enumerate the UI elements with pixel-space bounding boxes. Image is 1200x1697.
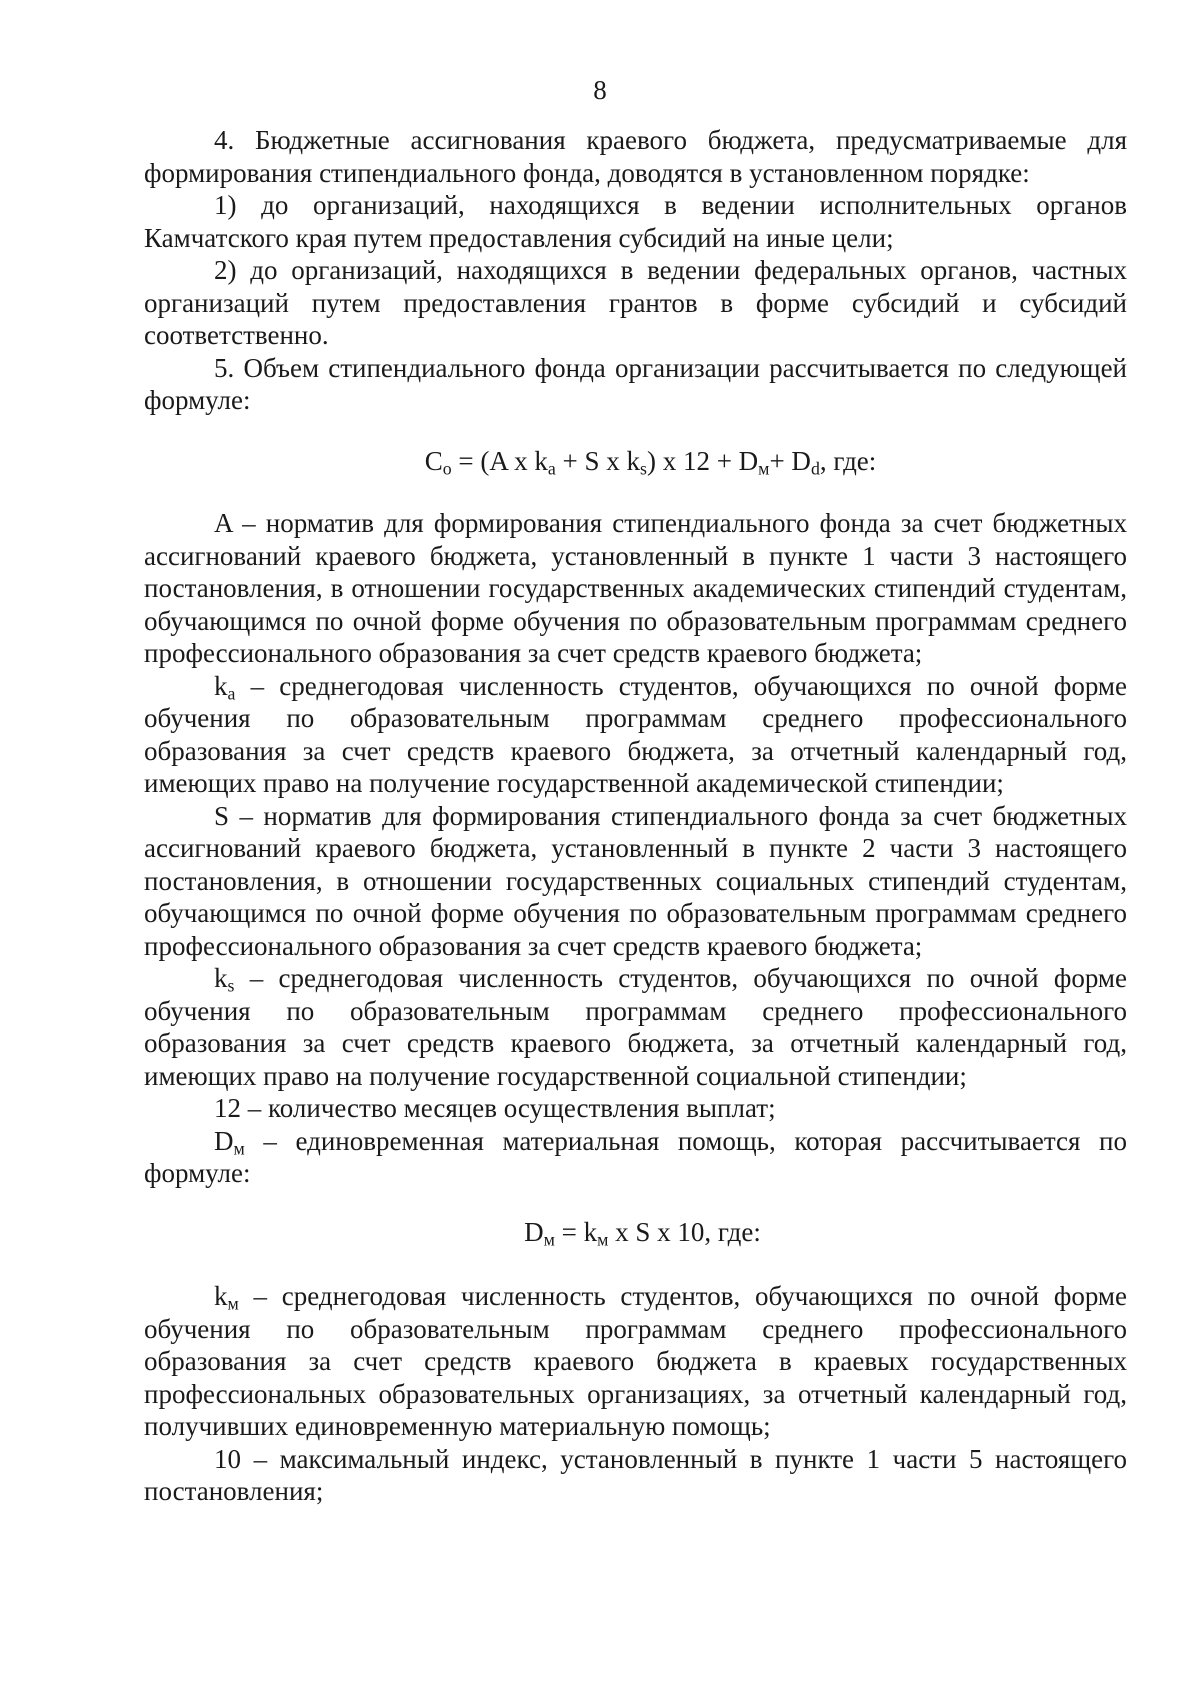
definition-km: [144, 1280, 1127, 1443]
formula-part2: + S x k: [555, 445, 641, 476]
formula-dm-part2: x S x 10, где:: [608, 1216, 761, 1247]
definition-km-symbol: k: [214, 1281, 228, 1311]
formula-c: C: [424, 445, 443, 476]
definition-dm-symbol: D: [214, 1125, 234, 1156]
formula-part3: ) x 12 + D: [646, 445, 759, 476]
definition-ks-text: – среднегодовая численность студентов, обучающихся по очной форме обучения по образовательным программам среднего профессионального образования за счет средств краевого бюджета, за отчетный календарный год, имеющих право на получение государственной социальной стипендии;: [144, 963, 1127, 1091]
formula-dm-k-sub: м: [597, 1228, 609, 1249]
definition-ka-text: – среднегодовая численность студентов, обучающихся по очной форме обучения по образовательным программам среднего профессионального образования за счет средств краевого бюджета, за отчетный календарный год, имеющих право на получение государственной академической стипендии;: [144, 670, 1127, 798]
definition-a: A – норматив для формирования стипендиального фонда за счет бюджетных ассигнований краевого бюджета, установленный в пункте 1 части 3 настоящего постановления, в отношении государственных академических стипендий студентам, обучающимся по очной форме обучения по образовательным программам среднего профессионального образования за счет средств краевого бюджета;: [144, 508, 1127, 668]
definition-ka-symbol: k: [214, 670, 228, 701]
paragraph-4: 4. Бюджетные ассигнования краевого бюджета, предусматриваемые для формирования стипендиального фонда, доводятся в установленном порядке:: [144, 125, 1127, 188]
formula-part4: + D: [769, 445, 811, 476]
paragraph-4-item-2: 2) до организаций, находящихся в ведении федеральных органов, частных организаций путем предоставления грантов в форме субсидий и субсидий соответственно.: [144, 255, 1127, 350]
definition-dm-sub: м: [233, 1137, 245, 1158]
definition-km-sub: м: [227, 1293, 239, 1314]
formula-dm-d-sub: м: [543, 1228, 555, 1249]
definition-km-text: – среднегодовая численность студентов, обучающихся по очной форме обучения по образовательным программам среднего профессионального образования за счет средств краевого бюджета в краевых государственных профессиональных образовательных организациях, за отчетный календарный год, получивших единовременную материальную помощь;: [144, 1281, 1127, 1441]
formula-dd-sub: d: [810, 457, 820, 478]
definition-ka-sub: a: [227, 682, 236, 703]
page-number: 8: [593, 75, 607, 105]
formula-dm-part1: = k: [554, 1216, 598, 1247]
definition-s: S – норматив для формирования стипендиального фонда за счет бюджетных ассигнований краевого бюджета, установленный в пункте 2 части 3 настоящего постановления, в отношении государственных социальных стипендий студентам, обучающимся по очной форме обучения по образовательным программам среднего профессионального образования за счет средств краевого бюджета;: [144, 800, 1127, 961]
definition-dm: [144, 1125, 1127, 1190]
definition-10: 10 – максимальный индекс, установленный в пункте 1 части 5 настоящего постановления;: [144, 1443, 1127, 1506]
definition-ks-symbol: k: [214, 963, 228, 993]
formula-ks-sub: s: [640, 457, 647, 478]
formula-scholarship-fund: [144, 445, 1127, 478]
formula-ka-sub: a: [547, 457, 556, 478]
definition-dm-text: – единовременная материальная помощь, которая рассчитывается по формуле:: [144, 1125, 1127, 1188]
formula-part1: = (A x k: [451, 445, 548, 476]
definition-ka: [144, 670, 1127, 800]
formula-dm-sub: м: [758, 457, 770, 478]
paragraph-5: 5. Объем стипендиального фонда организации рассчитывается по следующей формуле:: [144, 352, 1127, 415]
paragraph-4-item-1: 1) до организаций, находящихся в ведении исполнительных органов Камчатского края путем предоставления субсидий на иные цели;: [144, 190, 1127, 253]
formula-dm-d: D: [524, 1216, 544, 1247]
formula-material-aid: [144, 1216, 1127, 1249]
definition-ks-sub: s: [227, 975, 235, 996]
document-body: [144, 124, 1127, 1508]
definition-12: 12 – количество месяцев осуществления выплат;: [214, 1093, 776, 1123]
formula-c-sub: o: [442, 457, 452, 478]
definition-ks: [144, 962, 1127, 1092]
formula-part5: , где:: [819, 445, 877, 476]
